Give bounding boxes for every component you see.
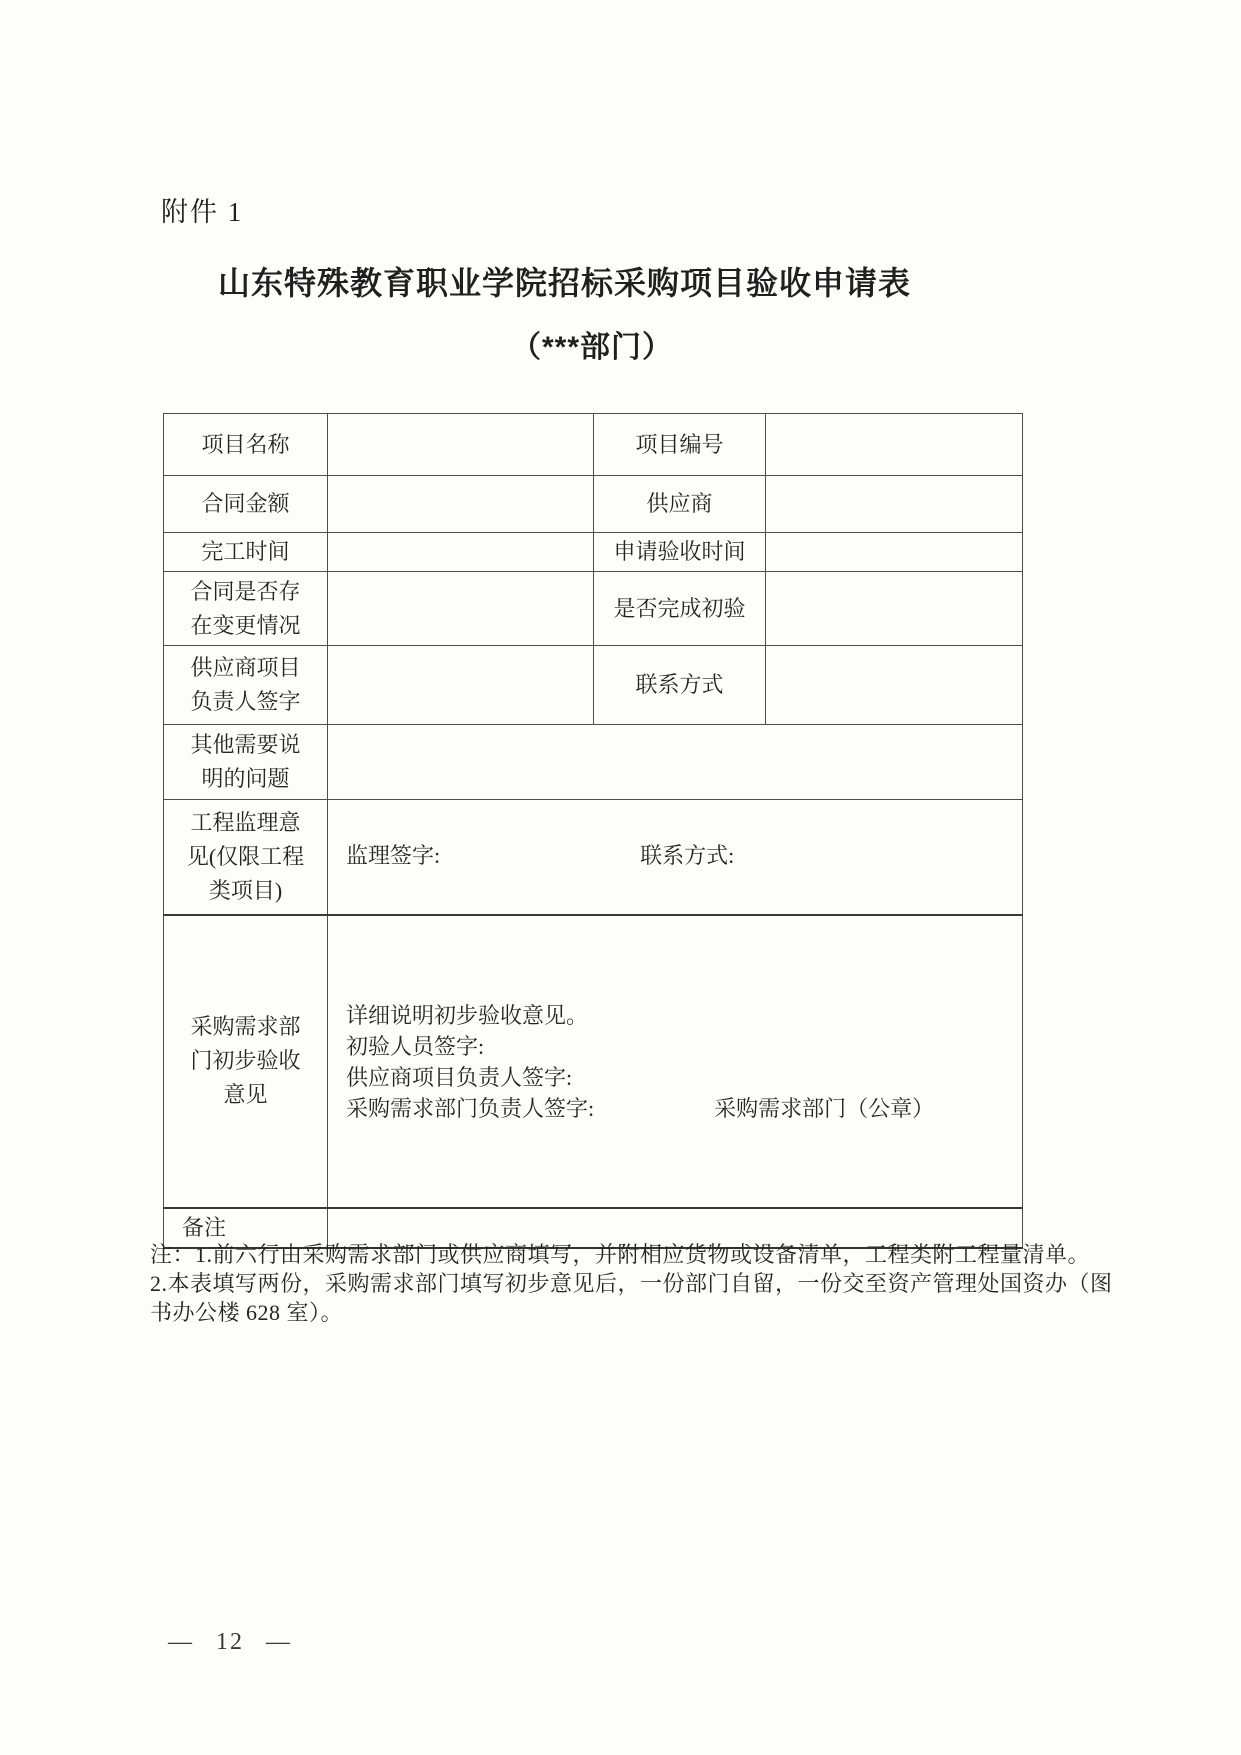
label-project-name: 项目名称 bbox=[164, 414, 328, 476]
label-contract-amount: 合同金额 bbox=[164, 476, 328, 533]
value-initial-inspection-done bbox=[766, 572, 1023, 646]
label-project-number: 项目编号 bbox=[594, 414, 766, 476]
table-row bbox=[164, 476, 1023, 533]
label-supplier-manager-sign: 供应商项目负责人签字 bbox=[164, 646, 328, 725]
page-number: — 12 — bbox=[168, 1629, 292, 1655]
label-supervision-opinion: 工程监理意见(仅限工程类项目) bbox=[164, 800, 328, 915]
label-remarks: 备注 bbox=[164, 1208, 328, 1248]
label-contract-change: 合同是否存在变更情况 bbox=[164, 572, 328, 646]
value-contract-change bbox=[328, 572, 594, 646]
supervisor-sign-label: 监理签字: bbox=[346, 842, 441, 868]
value-supplier-manager-sign bbox=[328, 646, 594, 725]
label-completion-time: 完工时间 bbox=[164, 533, 328, 572]
value-contact-info bbox=[766, 646, 1023, 725]
value-project-name bbox=[328, 414, 594, 476]
page-title: 山东特殊教育职业学院招标采购项目验收申请表 bbox=[218, 265, 912, 301]
value-project-number bbox=[766, 414, 1023, 476]
table-row bbox=[164, 414, 1023, 476]
footnote-line: 注：1.前六行由采购需求部门或供应商填写，并附相应货物或设备清单，工程类附工程量清单。 bbox=[150, 1242, 1091, 1267]
department-seal-label: 采购需求部门（公章） bbox=[714, 1095, 935, 1121]
supplier-manager-sign-label: 供应商项目负责人签字: bbox=[346, 1064, 573, 1090]
department-head-sign-label: 采购需求部门负责人签字: bbox=[346, 1095, 595, 1121]
label-contact-info: 联系方式 bbox=[594, 646, 766, 725]
value-supplier bbox=[766, 476, 1023, 533]
table-row bbox=[164, 533, 1023, 572]
value-completion-time bbox=[328, 533, 594, 572]
value-other-issues bbox=[328, 725, 1023, 800]
cell-supervision-opinion bbox=[328, 800, 1023, 915]
attachment-label: 附件 1 bbox=[161, 197, 244, 227]
table-row bbox=[164, 725, 1023, 800]
label-acceptance-apply-time: 申请验收时间 bbox=[594, 533, 766, 572]
footnote-line: 2.本表填写两份，采购需求部门填写初步意见后，一份部门自留，一份交至资产管理处国资办（图 bbox=[150, 1271, 1113, 1296]
value-contract-amount bbox=[328, 476, 594, 533]
inspector-sign-label: 初验人员签字: bbox=[346, 1033, 485, 1059]
table-row bbox=[164, 800, 1023, 915]
table-row bbox=[164, 646, 1023, 725]
table-row bbox=[164, 572, 1023, 646]
table-row bbox=[164, 915, 1023, 1208]
acceptance-application-table bbox=[163, 413, 1023, 1249]
preliminary-instruction: 详细说明初步验收意见。 bbox=[346, 1002, 589, 1028]
footnote-line: 书办公楼 628 室）。 bbox=[150, 1300, 344, 1325]
value-acceptance-apply-time bbox=[766, 533, 1023, 572]
label-initial-inspection-done: 是否完成初验 bbox=[594, 572, 766, 646]
label-preliminary-acceptance: 采购需求部门初步验收意见 bbox=[164, 915, 328, 1208]
footnotes bbox=[150, 1240, 1150, 1327]
page-subtitle: （***部门） bbox=[510, 331, 674, 364]
supervisor-contact-label: 联系方式: bbox=[640, 842, 735, 868]
cell-preliminary-acceptance bbox=[328, 915, 1023, 1208]
label-supplier: 供应商 bbox=[594, 476, 766, 533]
label-other-issues: 其他需要说明的问题 bbox=[164, 725, 328, 800]
